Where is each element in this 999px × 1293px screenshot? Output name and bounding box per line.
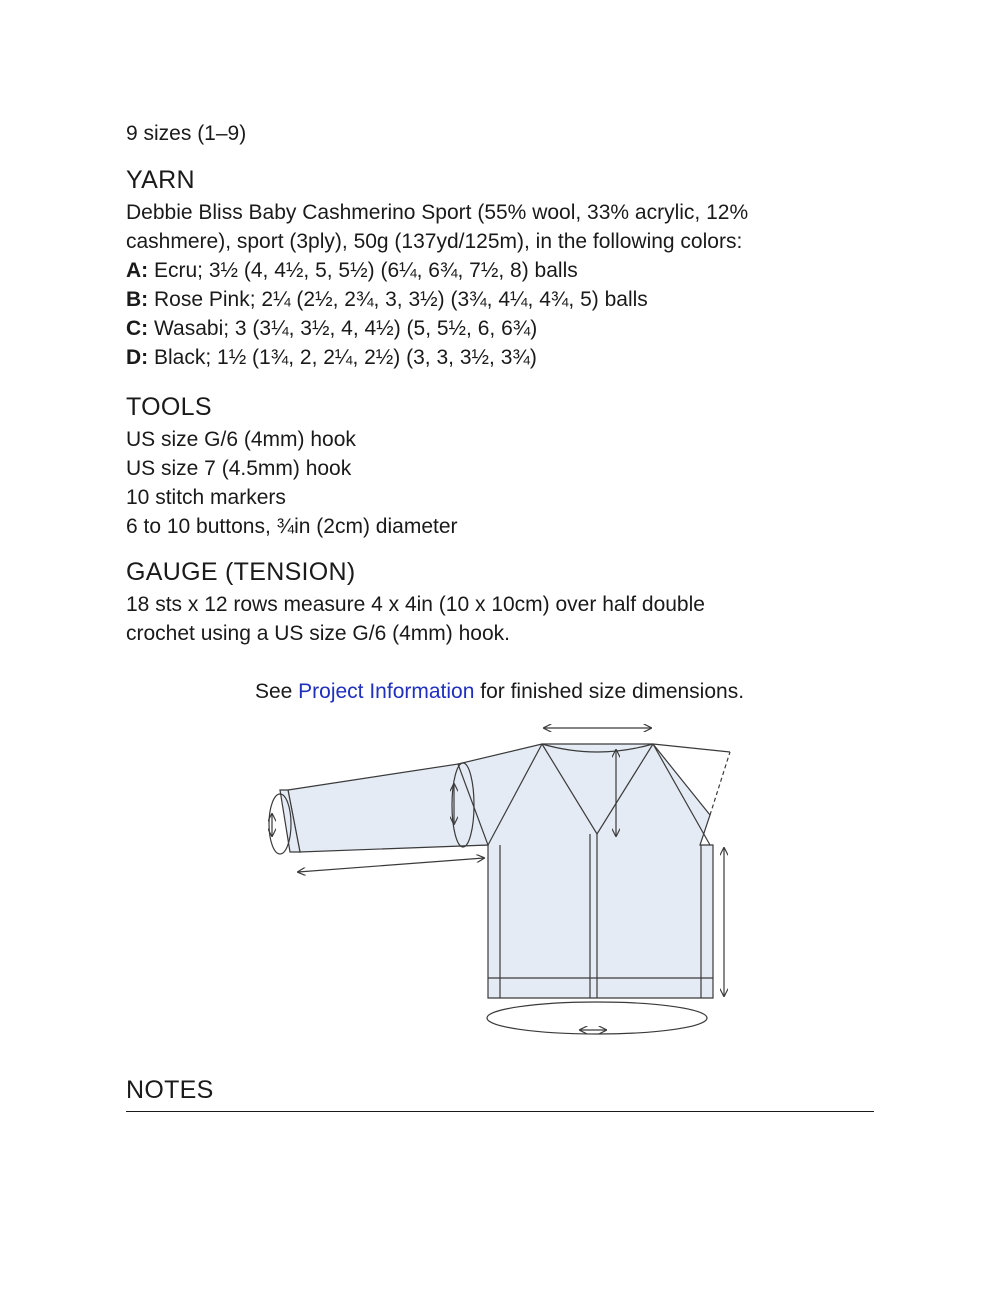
yarn-color-a xyxy=(126,256,886,285)
tool-item: 10 stitch markers xyxy=(126,486,286,509)
color-key: A: xyxy=(126,259,149,282)
see-text-after: for finished size dimensions. xyxy=(474,680,745,703)
gauge-line: 18 sts x 12 rows measure 4 x 4in (10 x 10cm) over half double xyxy=(126,593,705,616)
gauge-line: crochet using a US size G/6 (4mm) hook. xyxy=(126,622,510,645)
color-text: Wasabi; 3 (3¼, 3½, 4, 4½) (5, 5½, 6, 6¾) xyxy=(148,317,538,340)
sleeve-length-arrow xyxy=(298,858,484,872)
sizes-line: 9 sizes (1–9) xyxy=(126,122,247,145)
gauge-heading: GAUGE (TENSION) xyxy=(126,558,356,586)
color-text: Ecru; 3½ (4, 4½, 5, 5½) (6¼, 6¾, 7½, 8) balls xyxy=(148,259,578,282)
notes-divider xyxy=(126,1111,874,1112)
color-text: Black; 1½ (1¾, 2, 2¼, 2½) (3, 3, 3½, 3¾) xyxy=(148,346,537,369)
yarn-color-d xyxy=(126,343,886,372)
tool-item: US size G/6 (4mm) hook xyxy=(126,428,356,451)
finished-size-note xyxy=(0,678,999,706)
color-key: C: xyxy=(126,317,149,340)
color-key: B: xyxy=(126,288,149,311)
color-text: Rose Pink; 2¼ (2½, 2¾, 3, 3½) (3¾, 4¼, 4¾, 5) balls xyxy=(148,288,648,311)
gauge-section xyxy=(126,557,886,648)
yarn-heading: YARN xyxy=(126,166,195,194)
project-information-link[interactable]: Project Information xyxy=(298,680,475,703)
yarn-color-b xyxy=(126,285,886,314)
cardigan-schematic xyxy=(240,712,760,1042)
see-text-before: See xyxy=(254,680,299,703)
tool-item: 6 to 10 buttons, ¾in (2cm) diameter xyxy=(126,515,458,538)
tool-item: US size 7 (4.5mm) hook xyxy=(126,457,352,480)
yarn-color-c xyxy=(126,314,886,343)
yarn-description-line: Debbie Bliss Baby Cashmerino Sport (55% wool, 33% acrylic, 12% xyxy=(126,201,749,224)
notes-heading: NOTES xyxy=(126,1076,214,1104)
shoulder-dash xyxy=(710,752,730,815)
tools-section xyxy=(126,392,886,541)
yarn-description-line: cashmere), sport (3ply), 50g (137yd/125m), in the following colors: xyxy=(126,230,743,253)
garment-sleeve xyxy=(288,764,488,852)
yarn-section xyxy=(126,165,886,372)
hip-circumference xyxy=(487,1002,707,1034)
tools-heading: TOOLS xyxy=(126,393,212,421)
color-key: D: xyxy=(126,346,149,369)
